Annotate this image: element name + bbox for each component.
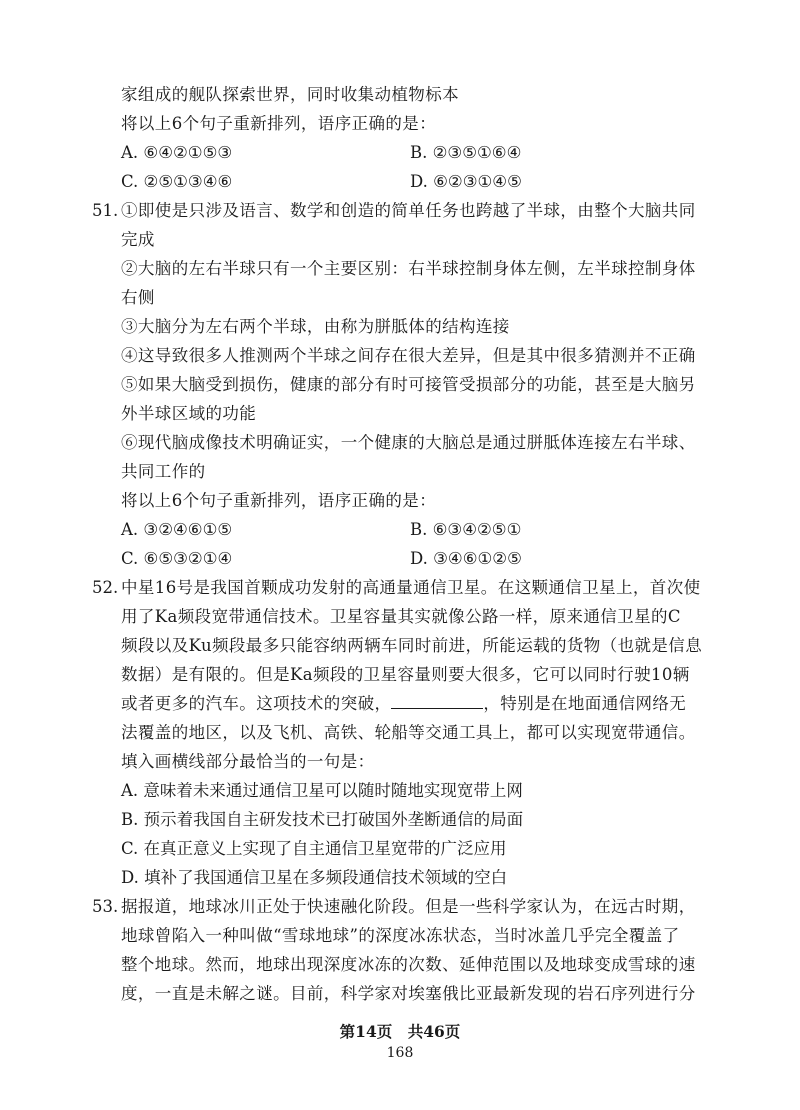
q53-line: 整个地球。然而，地球出现深度冰冻的次数、延伸范围以及地球变成雪球的速 bbox=[121, 955, 696, 974]
page-number: 168 bbox=[386, 1045, 414, 1061]
q52-option-a: A. 意味着未来通过通信卫星可以随时随地实现宽带上网 bbox=[121, 781, 523, 800]
q53-line: 度，一直是未解之谜。目前，科学家对埃塞俄比亚最新发现的岩石序列进行分 bbox=[121, 984, 696, 1003]
q52-option-b: B. 预示着我国自主研发技术已打破国外垄断通信的局面 bbox=[121, 810, 524, 829]
fill-in-blank bbox=[391, 694, 483, 709]
q50-option-a: A. ⑥④②①⑤③ bbox=[121, 143, 233, 162]
q51-option-a: A. ③②④⑥①⑤ bbox=[121, 520, 233, 539]
q51-line: ③大脑分为左右两个半球，由称为胼胝体的结构连接 bbox=[121, 317, 510, 336]
q52-line: 中星16号是我国首颗成功发射的高通量通信卫星。在这颗通信卫星上，首次使 bbox=[121, 578, 701, 597]
q50-option-b: B. ②③⑤①⑥④ bbox=[410, 143, 522, 162]
q53-line: 地球曾陷入一种叫做“雪球地球”的深度冰冻状态，当时冰盖几乎完全覆盖了 bbox=[121, 926, 680, 945]
q52-prompt: 填入画横线部分最恰当的一句是： bbox=[121, 752, 375, 771]
q52-line-with-blank bbox=[121, 693, 686, 715]
q51-option-d: D. ③④⑥①②⑤ bbox=[410, 549, 522, 568]
q51-line: 完成 bbox=[121, 230, 155, 249]
q52-number: 52. bbox=[92, 578, 119, 597]
q52-option-d: D. 填补了我国通信卫星在多频段通信技术领域的空白 bbox=[121, 868, 508, 887]
page-indicator: 第14页 共46页 bbox=[339, 1022, 461, 1041]
q51-line: ⑥现代脑成像技术明确证实，一个健康的大脑总是通过胼胝体连接左右半球、 bbox=[121, 433, 696, 452]
q53-line: 据报道，地球冰川正处于快速融化阶段。但是一些科学家认为，在远古时期， bbox=[121, 897, 696, 916]
q51-prompt: 将以上6个句子重新排列，语序正确的是： bbox=[121, 491, 437, 510]
q51-option-b: B. ⑥③④②⑤① bbox=[410, 520, 522, 539]
q52-line: 频段以及Ku频段最多只能容纳两辆车同时前进，所能运载的货物（也就是信息 bbox=[121, 636, 703, 655]
q50-option-d: D. ⑥②③①④⑤ bbox=[410, 172, 522, 191]
q50-option-c: C. ②⑤①③④⑥ bbox=[121, 172, 233, 191]
q51-line: 右侧 bbox=[121, 288, 155, 307]
q51-line: ①即使是只涉及语言、数学和创造的简单任务也跨越了半球，由整个大脑共同 bbox=[121, 201, 696, 220]
q52-line: 数据）是有限的。但是Ka频段的卫星容量则要大很多，它可以同时行驶10辆 bbox=[121, 665, 690, 684]
q51-line: ⑤如果大脑受到损伤，健康的部分有时可接管受损部分的功能，甚至是大脑另 bbox=[121, 375, 696, 394]
q51-number: 51. bbox=[92, 201, 119, 220]
q50-prompt: 将以上6个句子重新排列，语序正确的是： bbox=[121, 114, 437, 133]
q52-line5-post: ，特别是在地面通信网络无 bbox=[483, 694, 687, 713]
q51-line: ④这导致很多人推测两个半球之间存在很大差异，但是其中很多猜测并不正确 bbox=[121, 346, 696, 365]
q51-line: ②大脑的左右半球只有一个主要区别：右半球控制身体左侧，左半球控制身体 bbox=[121, 259, 696, 278]
q53-number: 53. bbox=[92, 897, 119, 916]
q51-line: 外半球区域的功能 bbox=[121, 404, 257, 423]
q50-continuation-line: 家组成的舰队探索世界，同时收集动植物标本 bbox=[121, 85, 459, 104]
q52-line: 用了Ka频段宽带通信技术。卫星容量其实就像公路一样，原来通信卫星的C bbox=[121, 607, 681, 626]
q52-option-c: C. 在真正意义上实现了自主通信卫星宽带的广泛应用 bbox=[121, 839, 507, 858]
q52-line: 法覆盖的地区，以及飞机、高铁、轮船等交通工具上，都可以实现宽带通信。 bbox=[121, 723, 696, 742]
q52-line5-pre: 或者更多的汽车。这项技术的突破， bbox=[121, 694, 392, 713]
q51-option-c: C. ⑥⑤③②①④ bbox=[121, 549, 233, 568]
q51-line: 共同工作的 bbox=[121, 462, 206, 481]
